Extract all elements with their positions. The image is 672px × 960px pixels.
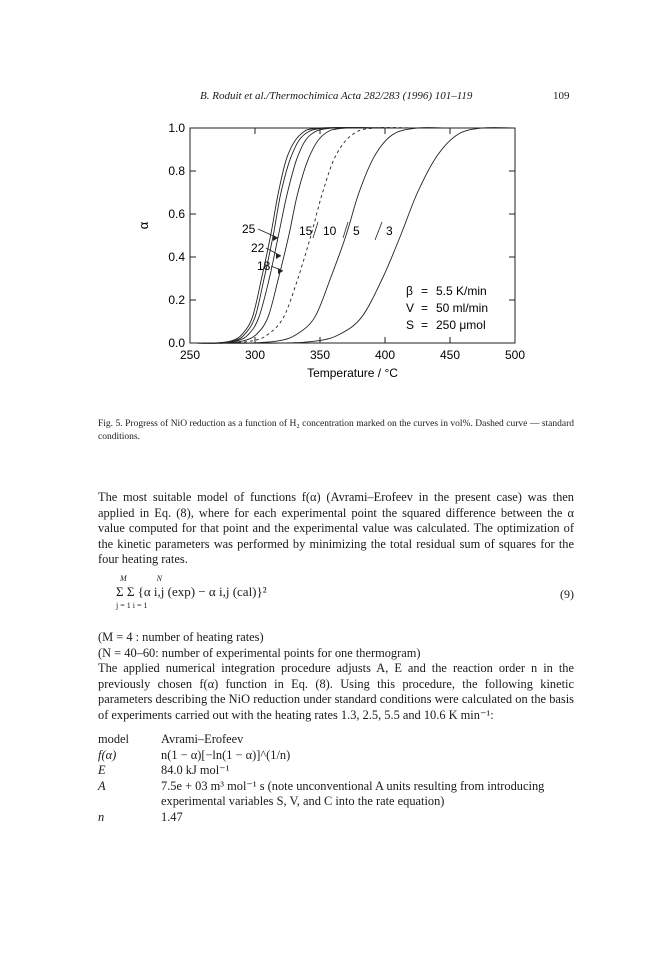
y-tick-label: 0.6 [168, 207, 185, 221]
parameter-value: 1.47 [161, 809, 183, 824]
parameter-term: model [98, 732, 129, 746]
parameter-list [98, 732, 574, 826]
parameter-term: n [98, 809, 105, 824]
y-axis-label: α [136, 221, 151, 230]
x-tick-label: 250 [179, 348, 201, 362]
curve-label-10: 10 [323, 224, 337, 238]
annotation-symbol: S [406, 318, 415, 332]
y-tick-label: 0.4 [168, 250, 185, 264]
x-tick-label: 400 [374, 348, 396, 362]
x-tick-label: 350 [309, 348, 331, 362]
curve-label-22: 22 [251, 241, 265, 255]
equation-number: (9) [560, 587, 574, 601]
parameter-value: 7.5e + 03 m³ mol⁻¹ s (note unconventional A units resulting from introducing experimental variables S, V, and C into the rate equation) [161, 778, 545, 809]
equation-9 [116, 574, 574, 614]
annotation-value: 50 ml/min [436, 301, 489, 315]
paragraph-2-line: (M = 4 : number of heating rates) [98, 630, 264, 644]
figure-5-chart [120, 108, 540, 408]
x-tick-label: 300 [244, 348, 266, 362]
x-tick-label: 500 [504, 348, 526, 362]
curve-label-25: 25 [242, 222, 256, 236]
curve-label-15: 15 [299, 224, 313, 238]
parameter-row [98, 748, 574, 764]
annotation-equals: = [421, 301, 429, 315]
annotation-equals: = [421, 318, 429, 332]
parameter-term: E [98, 763, 106, 778]
paragraph-2 [98, 630, 574, 724]
equation-body: Σ Σ {α i,j (exp) − α i,j (cal)}² [116, 584, 267, 599]
annotation-value: 250 μmol [436, 318, 486, 332]
y-tick-label: 0.8 [168, 164, 185, 178]
parameter-term: A [98, 778, 106, 793]
equation-lower-limits: j = 1 i = 1 [116, 601, 148, 610]
annotation-symbol: β [406, 284, 413, 298]
parameter-value: 84.0 kJ mol⁻¹ [161, 763, 230, 778]
paragraph-2-line: (N = 40–60: number of experimental points for one thermogram) [98, 645, 421, 660]
y-tick-label: 0.0 [168, 336, 185, 350]
parameter-row [98, 810, 574, 826]
y-tick-label: 1.0 [168, 121, 185, 135]
curve-label-18: 18 [257, 259, 271, 273]
x-tick-label: 450 [439, 348, 461, 362]
annotation-symbol: V [406, 301, 415, 315]
annotation-value: 5.5 K/min [436, 284, 487, 298]
parameter-value: n(1 − α)[−ln(1 − α)]^(1/n) [161, 747, 291, 762]
paragraph-2-line: The applied numerical integration procedure adjusts A, E and the reaction order n in the previously chosen f(α) function in Eq. (8). Using this procedure, the following kinetic parameters describing the NiO reduction under standard conditions were calculated on the basis of experiments carried out with the heating rates 1.3, 2.5, 5.5 and 10.6 K min⁻¹: [98, 661, 574, 722]
parameter-row [98, 779, 574, 810]
parameter-value: Avrami–Erofeev [161, 732, 244, 746]
curve-label-arrowhead [276, 253, 281, 259]
paragraph-1: The most suitable model of functions f(α) (Avrami–Erofeev in the present case) was then applied in Eq. (8), where for each experimental point the squared difference between the α value computed for that point and the experimental value was calculated. The optimization of the kinetic parameters was performed by minimizing the total residual sum of squares for the four heating rates. [98, 490, 574, 567]
parameter-term: f(α) [98, 747, 117, 762]
curve-label-3: 3 [386, 224, 393, 238]
curve-label-5: 5 [353, 224, 360, 238]
x-axis-label: Temperature / °C [307, 366, 398, 380]
running-head: B. Roduit et al./Thermochimica Acta 282/283 (1996) 101–119 [200, 90, 473, 102]
parameter-row [98, 763, 574, 779]
annotation-equals: = [421, 284, 429, 298]
parameter-row [98, 732, 574, 748]
page-number: 109 [553, 90, 570, 102]
equation-upper-limits: M N [120, 574, 176, 583]
y-tick-label: 0.2 [168, 293, 185, 307]
curve-label-tick [375, 222, 382, 240]
figure-caption: Fig. 5. Progress of NiO reduction as a function of H₂ concentration marked on the curves in vol%. Dashed curve — standard conditions. [98, 419, 574, 442]
